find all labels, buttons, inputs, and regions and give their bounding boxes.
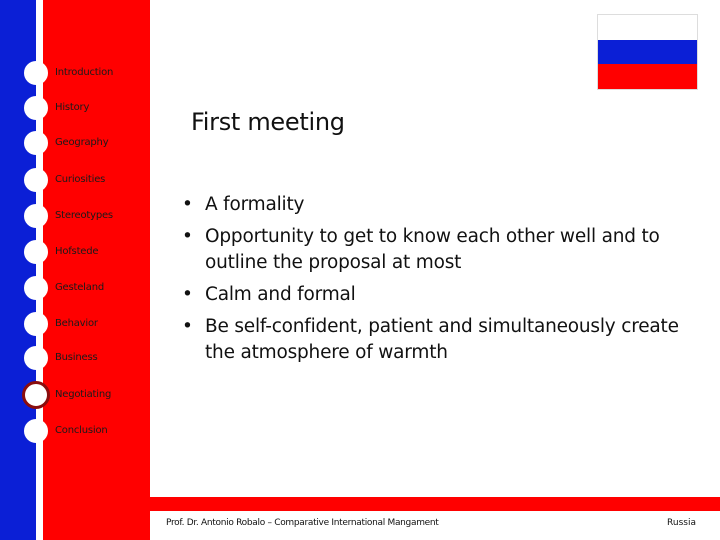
nav-item-label: Introduction [55,67,114,78]
bullet-item [182,282,682,308]
bullet-item [182,314,682,366]
nav-item-label: Geography [55,137,109,148]
nav-bullet-icon [24,131,48,155]
flag-blue-stripe [598,40,697,65]
nav-item-label: Curiosities [55,174,106,185]
bullet-text: A formality [205,194,305,215]
nav-item-label: Conclusion [55,425,108,436]
bullet-text: Be self-confident, patient and simultaneously create the atmosphere of warmth [205,316,679,363]
nav-bullet-icon [24,240,48,264]
nav-item-business[interactable] [24,346,150,370]
nav-item-label: Negotiating [55,389,112,400]
flag-white-stripe [598,15,697,40]
nav-item-label: Gesteland [55,282,104,293]
nav-item-conclusion[interactable] [24,419,150,443]
bullet-icon: • [182,194,193,215]
footer-author: Prof. Dr. Antonio Robalo – Comparative International Mangament [166,518,439,528]
nav-bullet-icon [24,312,48,336]
nav-bullet-icon [24,61,48,85]
nav-bullet-icon [24,96,48,120]
bullet-icon: • [182,226,193,247]
nav-item-label: Stereotypes [55,210,113,221]
nav-bullet-icon [24,276,48,300]
nav-item-gesteland[interactable] [24,276,150,300]
nav-item-label: History [55,102,90,113]
nav-item-history[interactable] [24,96,150,120]
nav-item-label: Hofstede [55,246,99,257]
nav-item-hofstede[interactable] [24,240,150,264]
bottom-red-band [150,497,720,511]
nav-bullet-active-icon [22,381,50,409]
nav-item-negotiating[interactable] [24,383,150,407]
bullet-icon: • [182,284,193,305]
nav-item-geography[interactable] [24,131,150,155]
nav-bullet-icon [24,346,48,370]
nav-item-stereotypes[interactable] [24,204,150,228]
bullet-text: Opportunity to get to know each other well and to outline the proposal at most [205,226,660,273]
nav-bullet-icon [24,168,48,192]
nav-item-behavior[interactable] [24,312,150,336]
nav-item-introduction[interactable] [24,61,150,85]
section-navigation [0,0,150,540]
bullet-text: Calm and formal [205,284,356,305]
nav-bullet-icon [24,419,48,443]
flag-red-stripe [598,64,697,89]
bullet-item [182,224,682,276]
bullet-item [182,192,682,218]
bullet-list [182,192,682,372]
nav-item-label: Behavior [55,318,98,329]
slide-title: First meeting [191,108,345,136]
nav-item-curiosities[interactable] [24,168,150,192]
bullet-icon: • [182,316,193,337]
nav-bullet-icon [24,204,48,228]
russia-flag-icon [597,14,698,90]
nav-item-label: Business [55,352,98,363]
footer-topic: Russia [667,518,696,528]
